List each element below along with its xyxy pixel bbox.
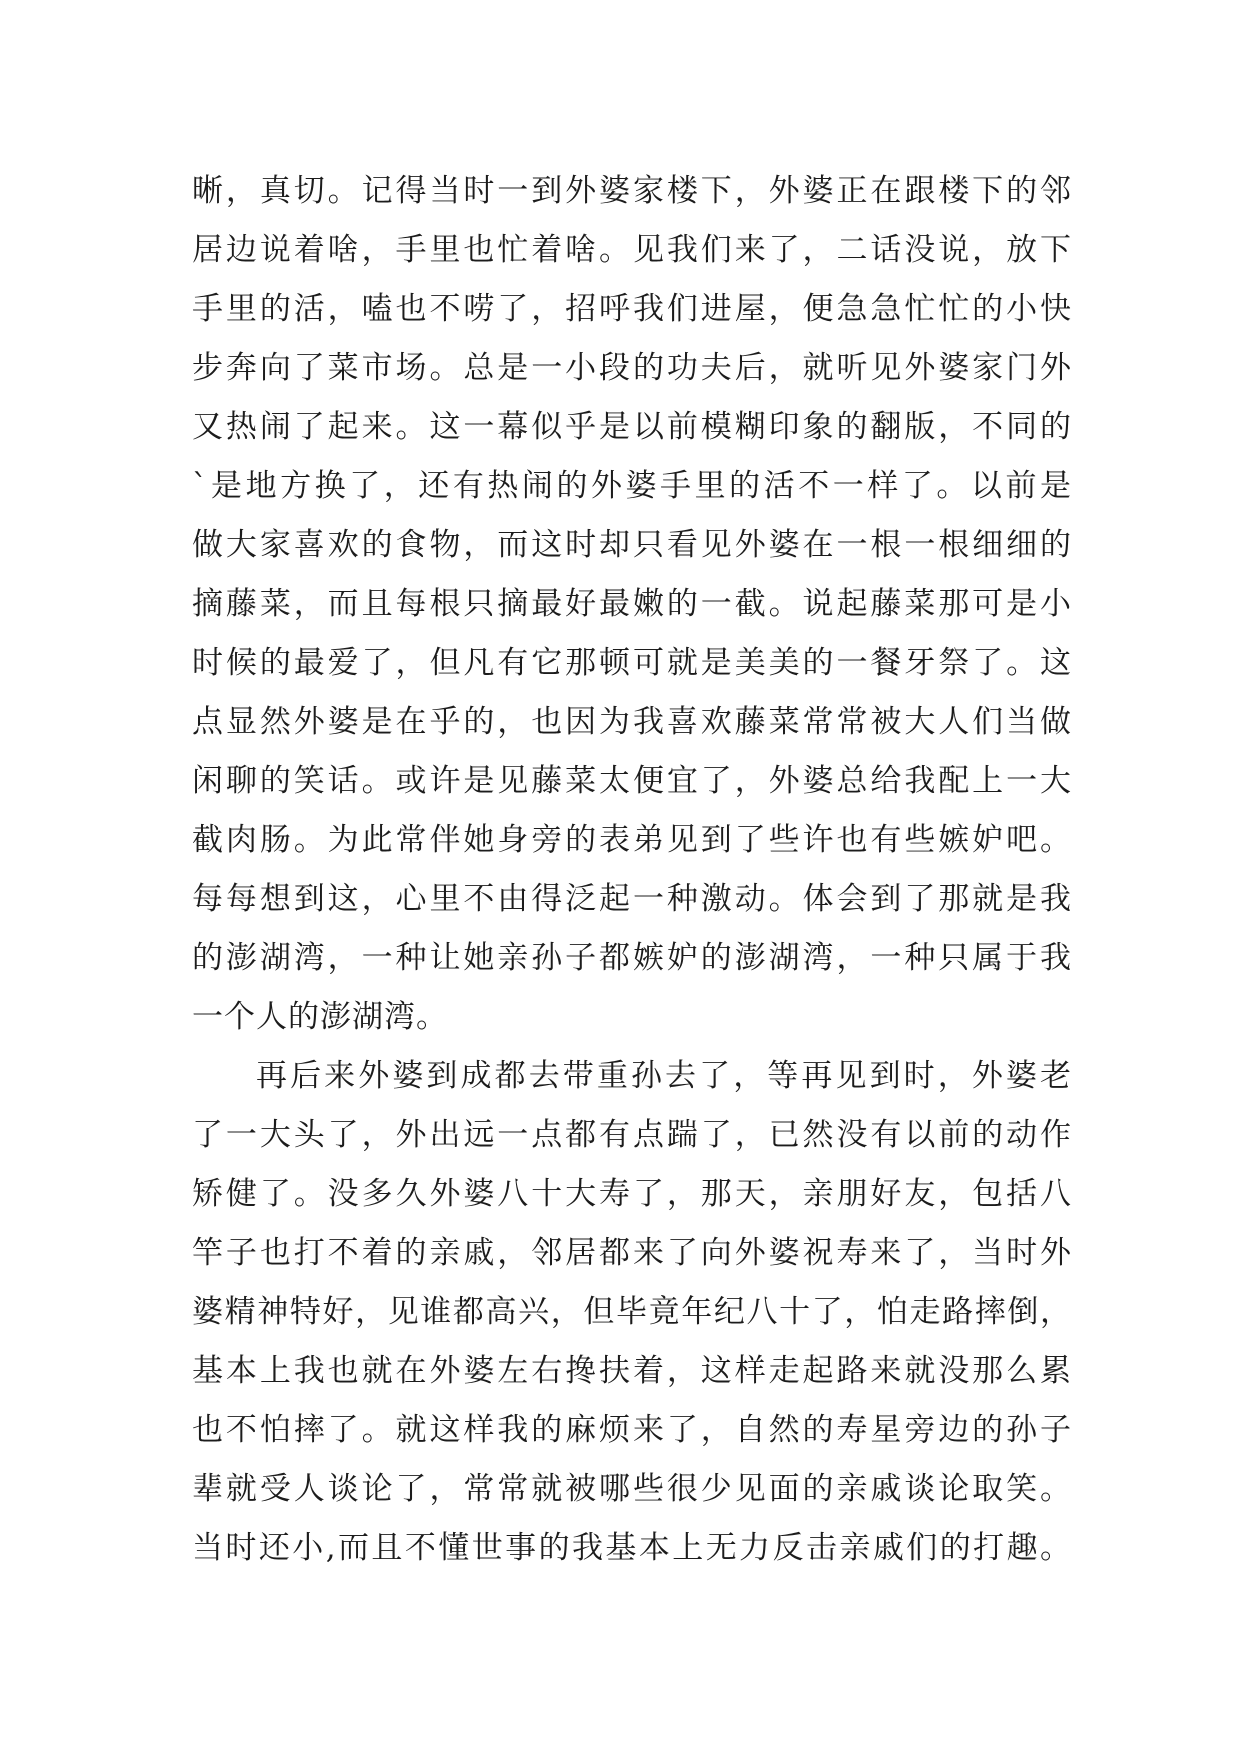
text-line: 晰，真切。记得当时一到外婆家楼下，外婆正在跟楼下的邻 xyxy=(192,173,1072,209)
text-line: 竿子也打不着的亲戚，邻居都来了向外婆祝寿来了，当时外 xyxy=(192,1235,1072,1271)
text-line: 又热闹了起来。这一幕似乎是以前模糊印象的翻版，不同的 xyxy=(192,409,1072,445)
text-line: 闲聊的笑话。或许是见藤菜太便宜了，外婆总给我配上一大 xyxy=(192,763,1072,799)
text-line: 了一大头了，外出远一点都有点踹了，已然没有以前的动作 xyxy=(192,1117,1072,1153)
text-line: 当时还小,而且不懂世事的我基本上无力反击亲戚们的打趣。 xyxy=(192,1530,1072,1566)
text-line: 矫健了。没多久外婆八十大寿了，那天，亲朋好友，包括八 xyxy=(192,1176,1072,1212)
text-line: 辈就受人谈论了，常常就被哪些很少见面的亲戚谈论取笑。 xyxy=(192,1471,1072,1507)
text-line: `是地方换了，还有热闹的外婆手里的活不一样了。以前是 xyxy=(192,468,1072,504)
text-line: 做大家喜欢的食物，而这时却只看见外婆在一根一根细细的 xyxy=(192,527,1072,563)
text-line: 也不怕摔了。就这样我的麻烦来了，自然的寿星旁边的孙子 xyxy=(192,1412,1072,1448)
paragraph-end-line: 一个人的澎湖湾。 xyxy=(192,999,448,1035)
paragraph-start-line: 再后来外婆到成都去带重孙去了，等再见到时，外婆老 xyxy=(256,1058,1072,1094)
text-line: 点显然外婆是在乎的，也因为我喜欢藤菜常常被大人们当做 xyxy=(192,704,1072,740)
text-line: 基本上我也就在外婆左右搀扶着，这样走起路来就没那么累 xyxy=(192,1353,1072,1389)
text-line: 摘藤菜，而且每根只摘最好最嫩的一截。说起藤菜那可是小 xyxy=(192,586,1072,622)
text-line: 步奔向了菜市场。总是一小段的功夫后，就听见外婆家门外 xyxy=(192,350,1072,386)
text-line: 截肉肠。为此常伴她身旁的表弟见到了些许也有些嫉妒吧。 xyxy=(192,822,1072,858)
text-line: 婆精神特好，见谁都高兴，但毕竟年纪八十了，怕走路摔倒， xyxy=(192,1294,1072,1330)
text-line: 的澎湖湾，一种让她亲孙子都嫉妒的澎湖湾，一种只属于我 xyxy=(192,940,1072,976)
text-line: 手里的活，嗑也不唠了，招呼我们进屋，便急急忙忙的小快 xyxy=(192,291,1072,327)
text-line: 每每想到这，心里不由得泛起一种激动。体会到了那就是我 xyxy=(192,881,1072,917)
text-line: 居边说着啥，手里也忙着啥。见我们来了，二话没说，放下 xyxy=(192,232,1072,268)
body-text xyxy=(192,162,1072,1578)
text-line: 时候的最爱了，但凡有它那顿可就是美美的一餐牙祭了。这 xyxy=(192,645,1072,681)
